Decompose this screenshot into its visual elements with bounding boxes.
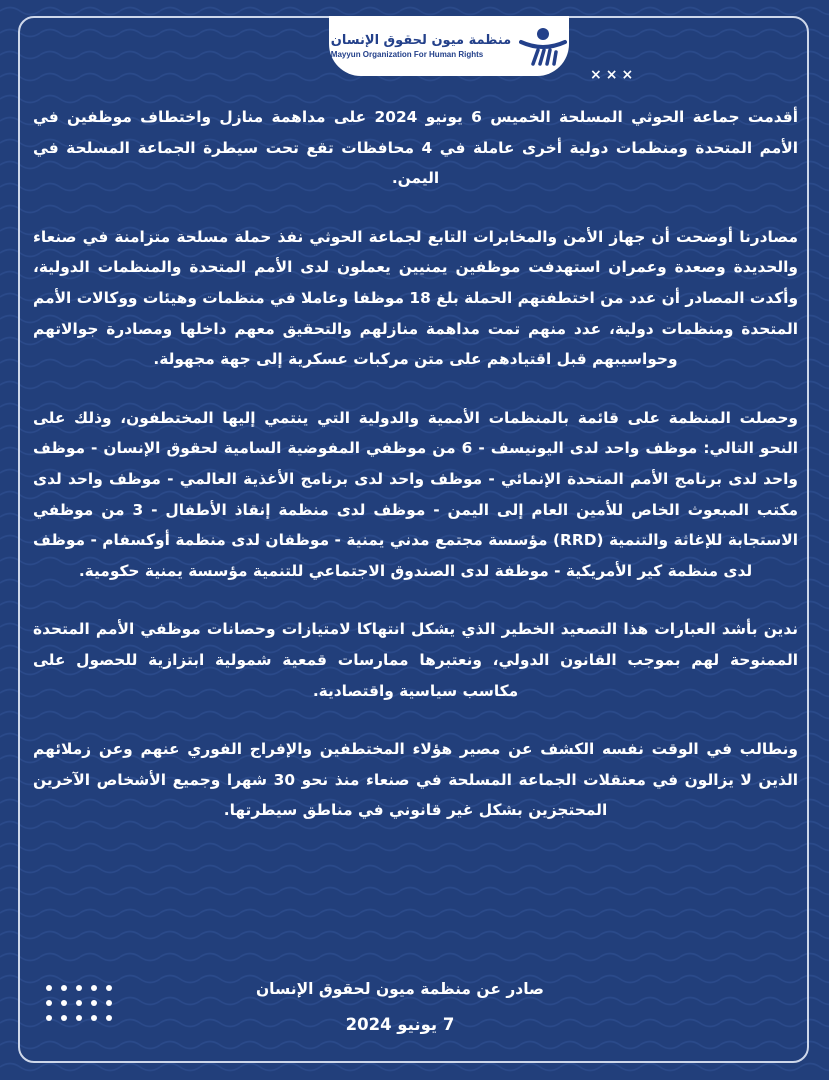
paragraph-sources: مصادرنا أوضحت أن جهاز الأمن والمخابرات التابع لجماعة الحوثي نفذ حملة مسلحة متزامنة في صنعاء والحديدة وصعدة وعمران استهدفت موظفين يمنيين يعملون لدى الأمم المتحدة والمنظمات الدولية، وأكدت المصادر أن عدد من اختطفتهم الحملة بلغ 18 موظفا وعاملا في منظمات وهيئات ووكالات الأمم المتحدة ومنظمات دولية، عدد منهم تمت مداهمة منازلهم والتحقيق معهم داخلها ومصادرة جوالاتهم وحواسيبهم قبل اقتيادهم على متن مركبات عسكرية إلى جهة مجهولة. xyxy=(33,227,799,369)
issue-date: 7 يونيو 2024 xyxy=(345,1015,455,1034)
org-name-arabic: منظمة ميون لحقوق الإنسان xyxy=(330,33,512,48)
statement-footer xyxy=(200,974,600,1042)
paragraph-intro: أقدمت جماعة الحوثي المسلحة الخميس 6 يونيو 2024 على مداهمة منازل واختطاف موظفين في الأمم المتحدة ومنظمات دولية أخرى عاملة في 4 محافظات تقع تحت سيطرة الجماعة المسلحة في اليمن. xyxy=(33,108,798,188)
issuer-line: صادر عن منظمة ميون لحقوق الإنسان xyxy=(255,980,545,998)
statement-body xyxy=(33,102,798,826)
logo-text xyxy=(331,33,511,59)
decorative-dots xyxy=(46,985,112,1021)
separator-marks: ××× xyxy=(590,67,638,83)
org-name-english: Mayyun Organization For Human Rights xyxy=(330,50,484,59)
org-logo xyxy=(329,16,569,76)
paragraph-list: وحصلت المنظمة على قائمة بالمنظمات الأممية والدولية التي ينتمي إليها المختطفون، وذلك على النحو التالي: موظف واحد لدى اليونيسف - 6 من موظفي المفوضية السامية لحقوق الإنسان - موظف واحد لدى برنامج الأمم المتحدة الإنمائي - موظف واحد لدى برنامج الأغذية العالمي - موظف واحد لدى مكتب المبعوث الخاص للأمين العام إلى اليمن - موظف لدى منظمة إنقاذ الأطفال - 3 من موظفي الاستجابة للإغاثة والتنمية (RRD) مؤسسة مجتمع مدني يمنية - موظفان لدى منظمة أوكسفام - موظف لدى منظمة كير الأمريكية - موظفة لدى الصندوق الاجتماعي للتنمية مؤسسة يمنية حكومية. xyxy=(33,408,798,580)
mayyun-emblem-icon xyxy=(519,26,567,66)
paragraph-demands: ونطالب في الوقت نفسه الكشف عن مصير هؤلاء المختطفين والإفراج الفوري عنهم وعن زملائهم الذين لا يزالون في معتقلات الجماعة المسلحة في صنعاء منذ نحو 30 شهرا وجميع الأشخاص الآخرين المحتجزين بشكل غير قانوني في مناطق سيطرتها. xyxy=(33,740,798,820)
paragraph-condemnation: ندين بأشد العبارات هذا التصعيد الخطير الذي يشكل انتهاكا لامتيازات وحصانات موظفي الأمم المتحدة الممنوحة لهم بموجب القانون الدولي، ونعتبرها ممارسات قمعية شمولية ابتزازية للحصول على مكاسب سياسية واقتصادية. xyxy=(33,620,798,700)
